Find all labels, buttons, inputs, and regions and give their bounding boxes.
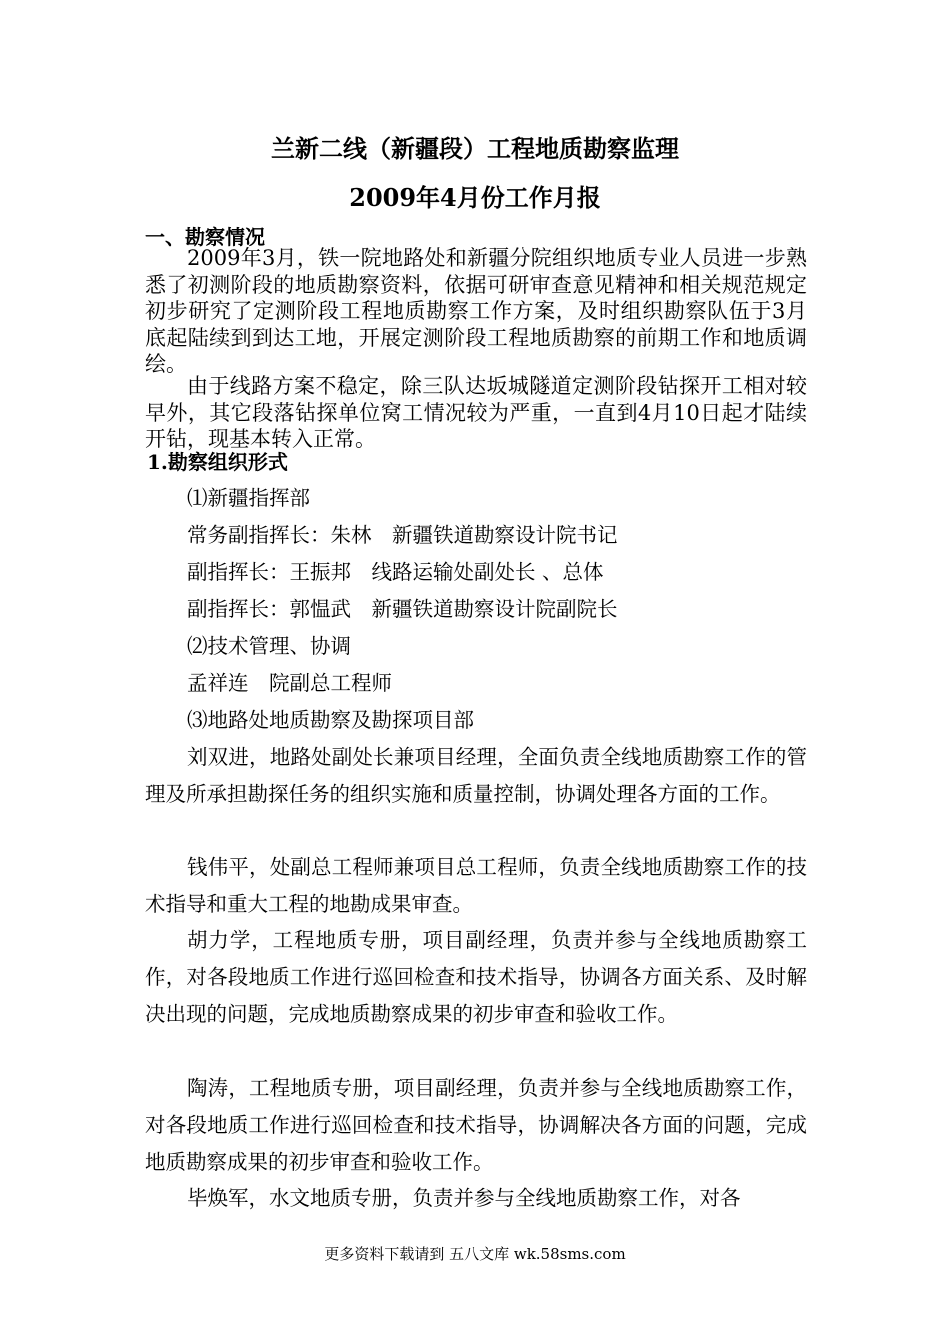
subsection-heading-organization: 1.勘察组织形式 [147, 450, 288, 474]
document-title: 兰新二线（新疆段）工程地质勘察监理 [271, 134, 679, 163]
staff-paragraph: 陶涛，工程地质专册，项目副经理，负责并参与全线地质勘察工作，对各段地质工作进行巡回检查和技术指导，协调解决各方面的问题，完成地质勘察成果的初步审查和验收工作。 [145, 1076, 807, 1174]
org-line: 副指挥长：王振邦 线路运输处副处长 、总体 [187, 560, 604, 584]
staff-paragraph: 钱伟平，处副总工程师兼项目总工程师，负责全线地质勘察工作的技术指导和重大工程的地勘成果审查。 [145, 855, 807, 916]
org-line: ⑵技术管理、协调 [187, 634, 351, 658]
body-paragraph: 由于线路方案不稳定，除三队达坂城隧道定测阶段钻探开工相对较早外，其它段落钻探单位窝工情况较为严重，一直到4月10日起才陆续开钻，现基本转入正常。 [145, 374, 807, 451]
org-line: 常务副指挥长：朱林 新疆铁道勘察设计院书记 [187, 523, 618, 547]
footer-link-text[interactable]: 更多资料下载请到 五八文库 wk.58sms.com [324, 1245, 626, 1263]
body-paragraph: 2009年3月，铁一院地路处和新疆分院组织地质专业人员进一步熟悉了初测阶段的地质勘察资料，依据可研审查意见精神和相关规范规定初步研究了定测阶段工程地质勘察工作方案，及时组织勘察队伍于3月底起陆续到到达工地，开展定测阶段工程地质勘察的前期工作和地质调绘。 [145, 246, 807, 376]
org-line: ⑴新疆指挥部 [187, 486, 310, 510]
org-line: 副指挥长：郭愠武 新疆铁道勘察设计院副院长 [187, 597, 618, 621]
staff-paragraph: 刘双进，地路处副处长兼项目经理，全面负责全线地质勘察工作的管理及所承担勘探任务的组织实施和质量控制，协调处理各方面的工作。 [145, 745, 807, 806]
section-heading-survey: 一、勘察情况 [145, 225, 265, 249]
document-subtitle: 2009年4月份工作月报 [349, 183, 601, 212]
org-line: 孟祥连 院副总工程师 [187, 671, 392, 695]
org-line: ⑶地路处地质勘察及勘探项目部 [187, 708, 474, 732]
staff-paragraph: 毕焕军，水文地质专册，负责并参与全线地质勘察工作，对各 [187, 1186, 741, 1210]
staff-paragraph: 胡力学，工程地质专册，项目副经理，负责并参与全线地质勘察工作，对各段地质工作进行巡回检查和技术指导，协调各方面关系、及时解决出现的问题，完成地质勘察成果的初步审查和验收工作。 [145, 928, 807, 1026]
